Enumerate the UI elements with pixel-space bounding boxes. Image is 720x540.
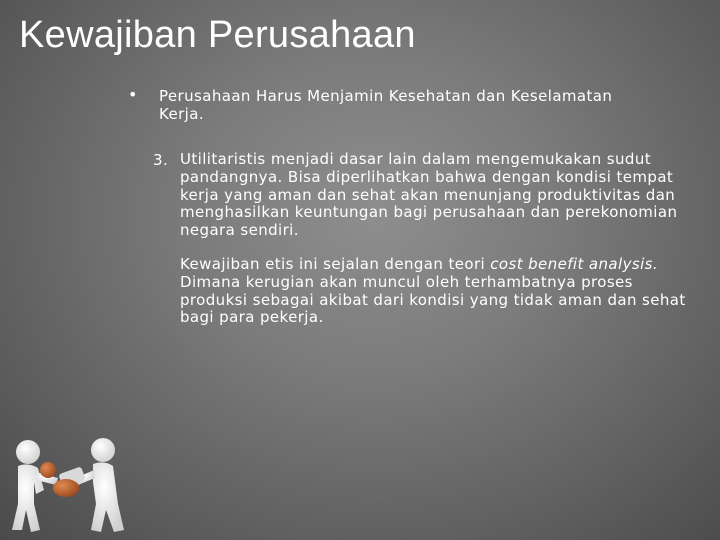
two-figures-exchanging-items-icon [0, 420, 150, 540]
right-figure [76, 438, 124, 532]
left-figure [12, 440, 58, 532]
paragraph-utilitarian: Utilitaristis menjadi dasar lain dalam mengemukakan sudut pandangnya. Bisa diperlihatkan bahwa dengan kondisi tempat kerja yang aman dan sehat akan menunjang produktivitas dan menghasilkan keuntungan bagi perusahaan dan perekonomian negara sendiri. [180, 150, 678, 240]
bullet-text-line1: Perusahaan Harus Menjamin Kesehatan dan Keselamatan [159, 87, 613, 105]
item-number: 3. [153, 151, 169, 169]
bullet-marker: • [128, 85, 138, 104]
paragraph-cost-benefit [180, 256, 700, 327]
paragraph2-text-start: Kewajiban etis ini sejalan dengan teori [180, 255, 491, 273]
slide-title: Kewajiban Perusahaan [19, 14, 416, 56]
paragraph2-text-end: Dimana kerugian akan muncul oleh terhambatnya proses produksi sebagai akibat dari kondisi yang tidak aman dan sehat bagi para pekerja. [180, 272, 686, 327]
paragraph2-italic-term: cost benefit analysis. [490, 255, 659, 273]
bullet-text-line2: Kerja. [159, 105, 205, 123]
bullet-text [159, 87, 699, 123]
